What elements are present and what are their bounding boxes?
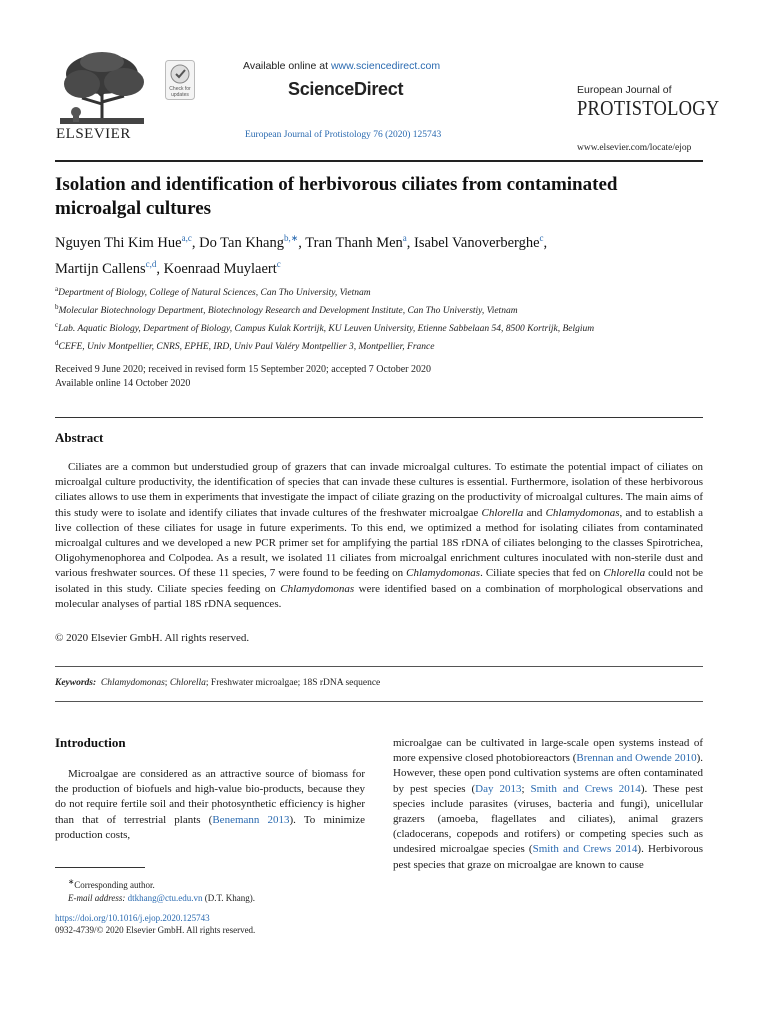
author-name: Isabel Vanoverberghe xyxy=(414,234,540,251)
author-sup[interactable]: c,d xyxy=(145,258,157,269)
footnote-star: ∗ xyxy=(68,877,75,886)
abstract-text-5: were identified based on a combination of morphological observations and molecular analyses of partial 18S rDNA sequences. xyxy=(55,582,703,610)
sciencedirect-link[interactable]: www.sciencedirect.com xyxy=(330,60,441,72)
email-link[interactable]: dtkhang@ctu.edu.vn xyxy=(127,893,203,903)
abstract-text-1: Ciliates are a common but understudied group of grazers that can invade microalgal cultures. To estimate the potential impact of ciliates on microalgal culture productivity, the identification of species that can invade these cultures is essential. Furthermore, isolation of these herbivorous ciliates allows to use them in experiments that investigate the impact of ciliate grazing on the productivity of microalgal cultures. The main aims of this study were to isolate and identify ciliates that invade cultures of the freshwater microalgae xyxy=(55,461,704,519)
available-prefix: Available online at xyxy=(243,60,331,72)
abstract-text-4: could not be isolated in this study. Ciliate species feeding on xyxy=(55,567,703,595)
intro-paragraph xyxy=(393,736,703,873)
divider xyxy=(55,417,703,418)
intro-right-column xyxy=(393,736,703,873)
abstract-paragraph xyxy=(55,460,703,612)
term-chlorella: Chlorella xyxy=(603,567,646,580)
intro-text: ; xyxy=(521,782,531,795)
intro-text: ). To minimize production costs, xyxy=(55,813,365,841)
intro-text: ). These pest species include parasites (viruses, bacteria and fungi), unicellular grazers (amoeba, flagellates and ciliates), animal grazers (cladocerans, copepods and rotifers) or competing species such as undesired microalgae species ( xyxy=(393,782,704,856)
divider xyxy=(55,701,703,702)
affiliation-text: Molecular Biotechnology Department, Biotechnology Research and Development Institute, Can Tho Universtiy, Vietnam xyxy=(58,306,518,317)
reference-link[interactable]: Brennan and Owende 2010 xyxy=(576,752,697,765)
abstract-copyright: © 2020 Elsevier GmbH. All rights reserved. xyxy=(55,632,250,644)
author-sep: , xyxy=(543,234,548,251)
term-chlorella: Chlorella xyxy=(481,506,524,519)
reference-link[interactable]: Smith and Crews 2014 xyxy=(532,843,638,856)
keyword: Chlorella xyxy=(169,678,206,688)
badge-line1: Check for xyxy=(169,86,191,92)
keywords: Keywords: Chlamydomonas; Chlorella; Freshwater microalgae; 18S rDNA sequence xyxy=(55,678,381,688)
author-name: Nguyen Thi Kim Hue xyxy=(55,234,182,251)
abstract-heading: Abstract xyxy=(55,430,104,445)
article-title: Isolation and identification of herbivorous ciliates from contaminated microalgal cultures xyxy=(55,174,618,219)
sciencedirect-logo: ScienceDirect xyxy=(288,79,404,99)
author-name: Martijn Callens xyxy=(55,260,146,277)
affiliation-item xyxy=(55,283,715,301)
affiliation-text: CEFE, Univ Montpellier, CNRS, EPHE, IRD, Univ Paul Valéry Montpellier 3, Montpellier, France xyxy=(58,342,435,353)
affiliation-text: Department of Biology, College of Natural Sciences, Can Tho University, Vietnam xyxy=(58,288,371,299)
term-chlamydomonas: Chlamydomonas xyxy=(280,582,355,595)
author-sup[interactable]: a,c xyxy=(181,233,192,243)
keywords-label: Keywords: xyxy=(55,678,97,688)
author-sup[interactable]: c xyxy=(539,233,544,243)
affiliation-item xyxy=(55,319,715,337)
affiliation-sup: d xyxy=(55,338,59,347)
abstract-text-2: , and to establish a live collection of these ciliates for usage in future experiments. To this end, we optimized a method for isolating ciliates from contaminated microalgal cultures and we developed a new PCR primer set for amplifying the partial 18S rDNA of ciliates belonging to the classes Spirotrichea, Oligohymenophorea and Colpodea. As a result, we isolated 11 ciliates from microalgal enrichment cultures inoculated with non-sterile dust and various freshwater sources. Of these 11 species, 7 were found to be feeding on xyxy=(55,506,703,580)
affiliation-sup: b xyxy=(55,302,59,311)
badge-line2: updates xyxy=(171,92,189,98)
keywords-rest: ; Freshwater microalgae; 18S rDNA sequence xyxy=(205,678,381,688)
intro-text: microalgae can be cultivated in large-scale open systems instead of more expensive closed photobioreactors ( xyxy=(393,737,703,765)
author-sep: , xyxy=(298,234,306,251)
available-date: Available online 14 October 2020 xyxy=(55,377,191,389)
intro-text: Microalgae are considered as an attractive source of biomass for the production of biofuels and high-value bio-products, because they do not require fertile soil and their photosynthetic efficiency is higher than that of terrestrial plants ( xyxy=(55,768,365,826)
received-dates: Received 9 June 2020; received in revised form 15 September 2020; accepted 7 October 2020 xyxy=(55,364,431,375)
journal-url[interactable]: www.elsevier.com/locate/ejop xyxy=(577,143,692,153)
affiliation-text: Lab. Aquatic Biology, Department of Biology, Campus Kulak Kortrijk, KU Leuven University, Etienne Sabbelaan 54, 8500 Kortrijk, Belgium xyxy=(58,324,595,335)
intro-left-column xyxy=(55,767,365,843)
doi-block xyxy=(55,912,255,936)
affiliation-item xyxy=(55,301,715,319)
available-online xyxy=(243,60,440,72)
author-sep: , xyxy=(406,234,415,251)
reference-link[interactable]: Benemann 2013 xyxy=(212,813,290,826)
abstract-text-3: . Ciliate species that fed on xyxy=(480,567,604,580)
check-for-updates-badge[interactable] xyxy=(165,60,195,100)
author-sup[interactable]: c xyxy=(276,258,281,269)
footnote-divider xyxy=(55,867,145,868)
intro-text: ). However, these open pond cultivation systems are often contaminated by pest species ( xyxy=(393,752,703,795)
divider xyxy=(55,666,703,667)
affiliations xyxy=(55,283,715,355)
affiliation-sup: c xyxy=(55,320,59,329)
journal-name-big: PROTISTOLOGY xyxy=(577,96,720,120)
intro-paragraph xyxy=(55,767,365,843)
publisher-name: ELSEVIER xyxy=(56,126,131,142)
author-sep: , xyxy=(191,234,200,251)
reference-link[interactable]: Day 2013 xyxy=(475,782,522,795)
corresponding-author xyxy=(68,875,255,892)
intro-text: ). Herbivorous pest species that graze on microalgae are known to cause xyxy=(393,843,703,871)
author-name: Koenraad Muylaert xyxy=(163,260,277,277)
abstract-body xyxy=(55,460,703,612)
author-name: Do Tan Khang xyxy=(199,234,284,251)
corresponding-text: Corresponding author. xyxy=(74,880,155,890)
keyword: Chlamydomonas xyxy=(100,678,165,688)
doi-link[interactable]: https://doi.org/10.1016/j.ejop.2020.125743 xyxy=(55,913,210,923)
author-sup[interactable]: b,∗ xyxy=(284,233,299,243)
term-chlamydomonas: Chlamydomonas xyxy=(406,567,481,580)
header-divider xyxy=(55,160,703,162)
abstract-and: and xyxy=(523,506,546,519)
author-name: Tran Thanh Men xyxy=(305,234,403,251)
author-sep: , xyxy=(156,260,164,277)
email-suffix: (D.T. Khang). xyxy=(202,893,256,903)
journal-citation[interactable]: European Journal of Protistology 76 (2020) 125743 xyxy=(245,130,442,140)
issn-line: 0932-4739/© 2020 Elsevier GmbH. All rights reserved. xyxy=(55,925,256,935)
author-list xyxy=(55,228,705,280)
term-chlamydomonas: Chlamydomonas xyxy=(545,506,620,519)
reference-link[interactable]: Smith and Crews 2014 xyxy=(530,782,641,795)
article-dates xyxy=(55,363,431,390)
journal-name-small: European Journal of xyxy=(577,84,672,96)
introduction-heading: Introduction xyxy=(55,735,126,750)
author-sup[interactable]: a xyxy=(402,233,407,243)
email-line xyxy=(68,892,255,905)
email-label: E-mail address: xyxy=(68,893,128,903)
footnote xyxy=(68,875,255,905)
affiliation-item xyxy=(55,337,715,355)
affiliation-sup: a xyxy=(55,285,59,293)
